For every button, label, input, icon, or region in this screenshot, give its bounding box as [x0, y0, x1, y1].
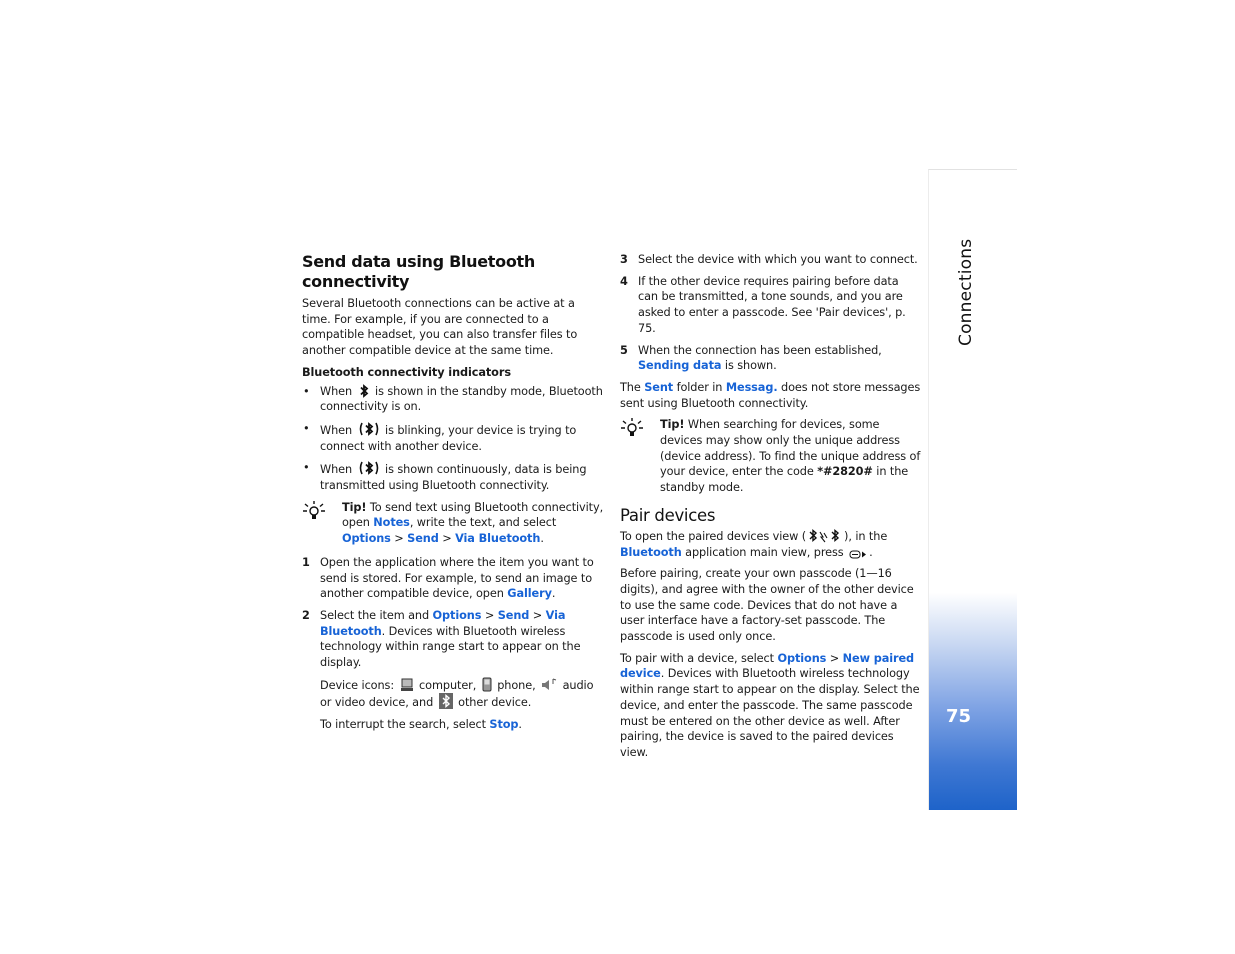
notes-link: Notes — [373, 516, 410, 530]
section-heading: Send data using Bluetooth connectivity — [302, 252, 535, 291]
bullet-item: • When is blinking, your device is trying to connect with another device. — [303, 421, 577, 453]
new-paired-device-link: New paired device — [620, 651, 915, 681]
sent-folder-paragraph: The Sent folder in Messag. does not store messages sent using Bluetooth connectivity. — [620, 380, 921, 410]
audio-icon — [541, 678, 557, 692]
step-item: 5 When the connection has been established, Sending data is shown. — [620, 343, 882, 373]
bluetooth-active-icon — [358, 460, 380, 476]
gallery-link: Gallery — [507, 587, 552, 601]
send-link: Send — [497, 608, 530, 622]
tip-box: Tip! When searching for devices, some devices may show only the unique address (device address). To find the unique address of your device, enter the code *#2820# in the standby mode. — [620, 417, 922, 496]
messag-link: Messag. — [725, 380, 778, 394]
via-bluetooth-link: Via Bluetooth — [455, 532, 541, 546]
chapter-tab-label: Connections — [956, 238, 976, 346]
pair-devices-heading: Pair devices — [620, 505, 716, 525]
tip-box: Tip! To send text using Bluetooth connectivity, open Notes, write the text, and select Options > Send > Via Bluetooth. — [302, 500, 605, 547]
step-item: 3 Select the device with which you want to connect. — [620, 253, 918, 266]
interrupt-paragraph: To interrupt the search, select Stop. — [320, 718, 522, 732]
bluetooth-link: Bluetooth — [620, 545, 682, 559]
pair-instructions-paragraph: To pair with a device, select Options > New paired device. Devices with Bluetooth wireless technology within range start to appear on the display. Select the device, and enter the passcode. The same passcode must be entered on the other device as well. After pairing, the device is saved to the paired devices view. — [620, 651, 920, 759]
options-link: Options — [777, 651, 827, 665]
step-item: 4 If the other device requires pairing before data can be transmitted, a tone sounds, and you are asked to enter a passcode. See 'Pair devices', p. 75. — [620, 274, 906, 335]
options-link: Options — [432, 608, 482, 622]
lightbulb-icon — [620, 417, 644, 439]
page-number: 75 — [946, 706, 972, 727]
paired-devices-icon — [808, 529, 842, 543]
code: *#2820# — [817, 465, 873, 479]
computer-icon — [400, 678, 414, 692]
device-icons-paragraph: Device icons: computer, phone, audio or video device, and other device. — [320, 678, 594, 710]
passcode-paragraph: Before pairing, create your own passcode (1—16 digits), and agree with the owner of the other device to use the same code. Devices that do not have a user interface have a factory-set passcode. The passcode is used only once. — [620, 567, 914, 644]
other-device-icon — [439, 693, 453, 709]
via-bluetooth-link: Via Bluetooth — [320, 608, 566, 638]
stop-link: Stop — [489, 718, 519, 732]
bluetooth-blinking-icon — [358, 421, 380, 437]
bullet-item: • When is shown in the standby mode, Bluetooth connectivity is on. — [303, 384, 603, 414]
right-column — [620, 252, 922, 767]
options-link: Options — [342, 532, 391, 546]
bullet-item: • When is shown continuously, data is being transmitted using Bluetooth connectivity. — [303, 461, 587, 493]
phone-icon — [482, 677, 492, 692]
pair-paragraph: To open the paired devices view ( ), in the Bluetooth application main view, press . — [620, 529, 888, 559]
left-column — [302, 252, 605, 739]
sent-link: Sent — [644, 380, 674, 394]
step-item: 2 Select the item and Options > Send > Via Bluetooth. Devices with Bluetooth wireless technology within range start to appear on the display. — [302, 608, 581, 670]
send-link: Send — [407, 532, 439, 546]
joystick-key-icon — [849, 549, 867, 559]
bluetooth-icon — [358, 384, 370, 398]
sending-data-link: Sending data — [638, 359, 722, 373]
intro-paragraph: Several Bluetooth connections can be active at a time. For example, if you are connected to a compatible headset, you can also transfer files to another compatible device at the same time. — [302, 297, 578, 358]
lightbulb-icon — [302, 500, 326, 522]
step-item: 1 Open the application where the item you want to send is stored. For example, to send an image to another compatible device, open Gallery. — [302, 555, 594, 601]
indicators-heading: Bluetooth connectivity indicators — [302, 365, 511, 379]
